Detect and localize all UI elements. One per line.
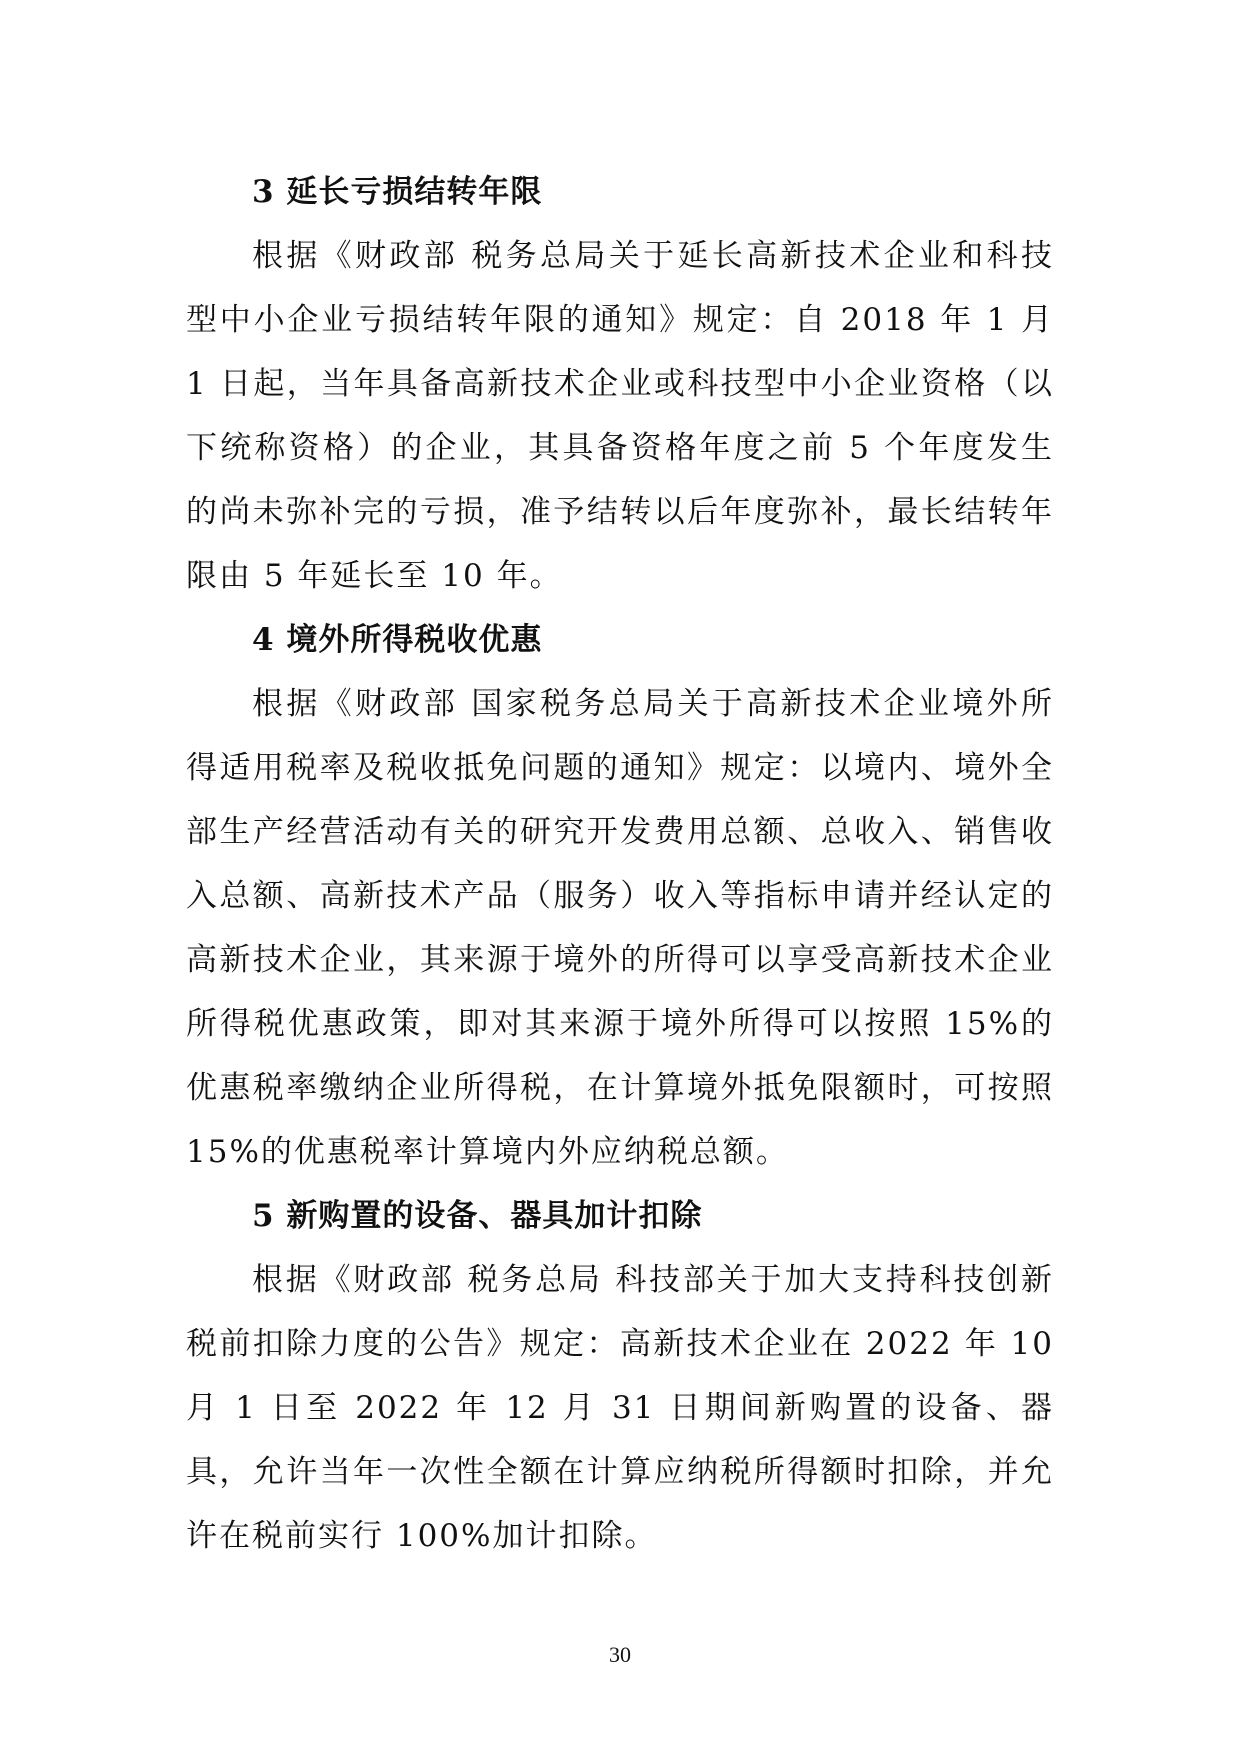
section-paragraph: 根据《财政部 国家税务总局关于高新技术企业境外所得适用税率及税收抵免问题的通知》规定：以境内、境外全部生产经营活动有关的研究开发费用总额、总收入、销售收入总额、高新技术产品（服务）收入等指标申请并经认定的高新技术企业，其来源于境外的所得可以享受高新技术企业所得税优惠政策，即对其来源于境外所得可以按照 15%的优惠税率缴纳企业所得税，在计算境外抵免限额时，可按照 15%的优惠税率计算境内外应纳税总额。 (186, 686, 1054, 1170)
section-heading: 4 境外所得税收优惠 (252, 622, 543, 658)
section-paragraph: 根据《财政部 税务总局关于延长高新技术企业和科技型中小企业亏损结转年限的通知》规定：自 2018 年 1 月 1 日起，当年具备高新技术企业或科技型中小企业资格（以下统称资格）的企业，其具备资格年度之前 5 个年度发生的尚未弥补完的亏损，准予结转以后年度弥补，最长结转年限由 5 年延长至 10 年。 (186, 238, 1054, 594)
section-heading: 5 新购置的设备、器具加计扣除 (252, 1198, 703, 1234)
section-heading: 3 延长亏损结转年限 (252, 174, 543, 210)
section-equipment-deduction (186, 1184, 1054, 1568)
page-number: 30 (609, 1642, 631, 1667)
section-paragraph: 根据《财政部 税务总局 科技部关于加大支持科技创新税前扣除力度的公告》规定：高新技术企业在 2022 年 10 月 1 日至 2022 年 12 月 31 日期间新购置的设备、器具，允许当年一次性全额在计算应纳税所得额时扣除，并允许在税前实行 100%加计扣除。 (186, 1262, 1054, 1554)
section-loss-carryforward (186, 160, 1054, 608)
page-content (186, 160, 1054, 1568)
section-overseas-income-tax (186, 608, 1054, 1184)
